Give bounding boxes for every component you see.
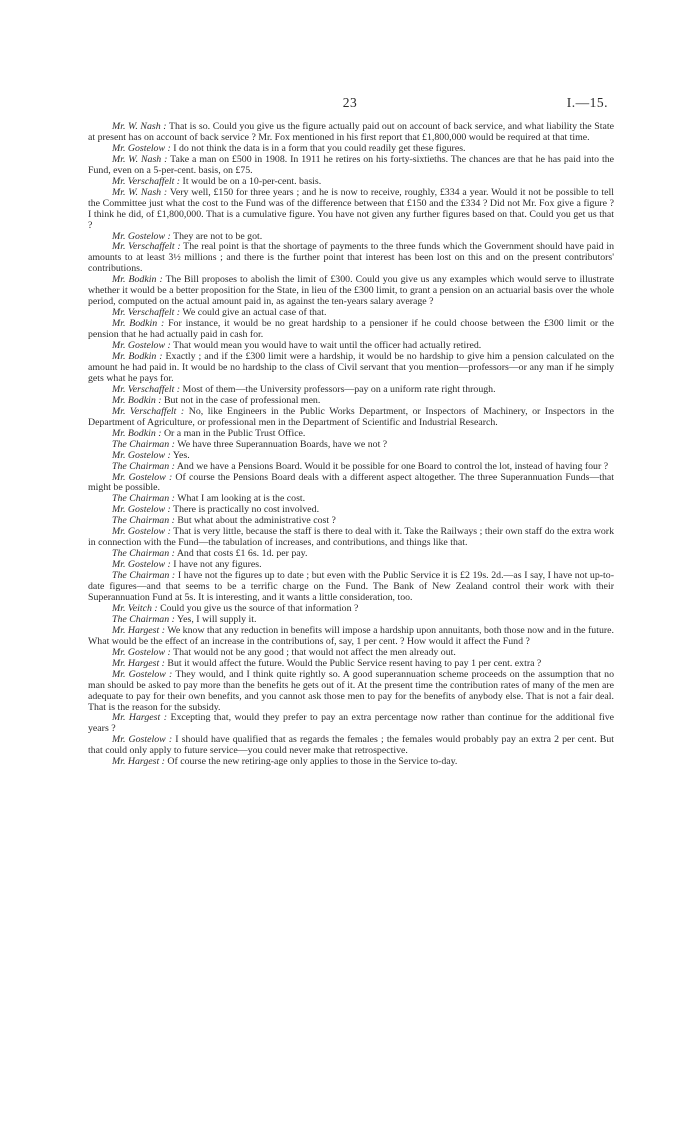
- testimony-paragraph: [88, 188, 614, 232]
- speaker-name: Mr. Gostelow :: [112, 471, 173, 483]
- testimony-paragraph: [88, 275, 614, 308]
- statement-text: What I am looking at is the cost.: [174, 493, 306, 505]
- document-reference: I.—15.: [566, 95, 608, 110]
- speaker-name: Mr. Hargest :: [112, 657, 165, 669]
- speaker-name: Mr. Gostelow :: [112, 449, 171, 461]
- speaker-name: Mr. Verschaffelt :: [112, 383, 181, 395]
- statement-text: No, like Engineers in the Public Works Department, or Inspectors of Machinery, or Inspectors in the Department of Agriculture, or professional men in the Department of Scientific and Industrial Research.: [88, 405, 615, 428]
- statement-text: It would be on a 10-per-cent. basis.: [180, 175, 322, 187]
- testimony-paragraph: [88, 122, 614, 144]
- testimony-paragraph: [88, 407, 614, 429]
- statement-text: That is very little, because the staff is there to deal with it. Take the Railways ; their own staff do the extra work in connection with the Fund—the tabulation of increases, and contributions, and things like that.: [88, 526, 614, 549]
- speaker-name: Mr. Verschaffelt :: [112, 307, 181, 319]
- statement-text: I have not the figures up to date ; but even with the Public Service it is £2 19s. 2d.—as I say, I have not up-to-date figures—and that seems to be a terrific charge on the Fund. The Bank of New Zealand control their work with their Superannuation Fund at 5s. It is interesting, and it wants a little consideration, too.: [88, 570, 614, 603]
- testimony-paragraph: [88, 735, 614, 757]
- testimony-paragraph: [88, 473, 614, 495]
- statement-text: Excepting that, would they prefer to pay an extra percentage now rather than continue for the additional five years ?: [88, 712, 615, 735]
- speaker-name: Mr. Bodkin :: [112, 274, 163, 286]
- testimony-paragraph: [88, 626, 614, 648]
- speaker-name: Mr. Verschaffelt :: [112, 405, 185, 417]
- statement-text: That would not be any good ; that would not affect the men already out.: [170, 646, 456, 658]
- testimony-paragraph: [88, 352, 614, 385]
- testimony-paragraph: [88, 757, 614, 768]
- speaker-name: Mr. W. Nash :: [112, 186, 168, 198]
- statement-text: The real point is that the shortage of payments to the three funds which the Government should have paid in amounts to at least 3½ millions ; and there is the further point that interest has been lost on this and on the present contributors' contributions.: [88, 241, 614, 275]
- statement-text: Yes, I will supply it.: [174, 613, 257, 625]
- speaker-name: Mr. Gostelow :: [112, 340, 171, 352]
- statement-text: For instance, it would be no great hardship to a pensioner if he could choose between the £300 limit or the pension that he had actually paid in cash for.: [88, 318, 614, 341]
- statement-text: But it would affect the future. Would the Public Service resent having to pay 1 per cent. extra ?: [164, 657, 542, 669]
- testimony-paragraph: [88, 319, 614, 341]
- statement-text: Yes.: [170, 449, 190, 461]
- speaker-name: The Chairman :: [112, 570, 176, 582]
- statement-text: I do not think the data is in a form that you could readily get these figures.: [170, 142, 466, 154]
- speaker-name: Mr. Gostelow :: [112, 504, 171, 516]
- speaker-name: The Chairman :: [112, 515, 175, 527]
- speaker-name: The Chairman :: [112, 438, 175, 450]
- statement-text: And we have a Pensions Board. Would it be possible for one Board to control the lot, instead of having four ?: [174, 460, 609, 472]
- speaker-name: Mr. Verschaffelt :: [112, 175, 181, 187]
- statement-text: That is so. Could you give us the figure actually paid out on account of back service, and what liability the State at present has on account of back service ? Mr. Fox mentioned in his first report that £1,800,000 would be required at that time.: [88, 121, 614, 143]
- statement-text: There is practically no cost involved.: [170, 504, 320, 516]
- speaker-name: Mr. Gostelow :: [112, 668, 173, 680]
- speaker-name: Mr. Verschaffelt :: [112, 241, 181, 253]
- statement-text: We could give an actual case of that.: [180, 307, 327, 319]
- statement-text: And that costs £1 6s. 1d. per pay.: [174, 548, 308, 560]
- statement-text: Exactly ; and if the £300 limit were a hardship, it would be no hardship to give him a pension calculated on the amount he had paid in. It would be no hardship to the class of Civil servant that you mention—professors—or any man if he simply gets what he pays for.: [88, 351, 614, 384]
- minutes-body: [88, 122, 614, 768]
- statement-text: They are not to be got.: [170, 230, 263, 242]
- speaker-name: Mr. Gostelow :: [112, 646, 171, 658]
- speaker-name: Mr. W. Nash :: [112, 153, 168, 165]
- speaker-name: Mr. W. Nash :: [112, 121, 167, 132]
- statement-text: Most of them—the University professors—pay on a uniform rate right through.: [180, 383, 496, 395]
- testimony-paragraph: [88, 155, 614, 177]
- speaker-name: Mr. Gostelow :: [112, 526, 171, 538]
- speaker-name: Mr. Gostelow :: [112, 559, 171, 571]
- speaker-name: The Chairman :: [112, 460, 175, 472]
- speaker-name: Mr. Veitch :: [112, 602, 158, 614]
- statement-text: They would, and I think quite rightly so. A good superannuation scheme proceeds on the assumption that no man should be asked to pay more than the benefits he gets out of it. At the present time the contribution rates of many of the men are adequate to pay for their own benefits, and you cannot ask those men to pay for the benefits of anybody else. That is not a fair deal. That is the reason for the subsidy.: [88, 668, 615, 713]
- speaker-name: Mr. Gostelow :: [112, 734, 173, 746]
- statement-text: But what about the administrative cost ?: [174, 515, 336, 527]
- statement-text: Of course the Pensions Board deals with a different aspect altogether. The three Superannuation Funds—that might be possible.: [88, 471, 614, 494]
- statement-text: Could you give us the source of that information ?: [157, 602, 359, 614]
- speaker-name: Mr. Hargest :: [112, 756, 165, 768]
- speaker-name: Mr. Hargest :: [112, 712, 167, 724]
- testimony-paragraph: [88, 670, 614, 714]
- speaker-name: Mr. Bodkin :: [112, 351, 163, 363]
- statement-text: Take a man on £500 in 1908. In 1911 he retires on his forty-sixtieths. The chances are that he has paid into the Fund, even on a 5-per-cent. basis, on £75.: [88, 153, 614, 176]
- statement-text: I have not any figures.: [170, 559, 262, 571]
- statement-text: I should have qualified that as regards the females ; the females would probably pay an extra 2 per cent. But that could only apply to future service—you could never make that retrospective.: [88, 734, 614, 757]
- speaker-name: Mr. Hargest :: [112, 624, 166, 636]
- speaker-name: The Chairman :: [112, 613, 175, 625]
- statement-text: We know that any reduction in benefits will impose a hardship upon annuitants, both those now and in the future. What would be the effect of an increase in the contributions of, say, 1 per cent. ? How would it affect the Fund ?: [88, 624, 614, 647]
- testimony-paragraph: [88, 713, 614, 735]
- statement-text: Or a man in the Public Trust Office.: [161, 427, 306, 439]
- statement-text: But not in the case of professional men.: [161, 394, 321, 406]
- statement-text: We have three Superannuation Boards, have we not ?: [174, 438, 388, 450]
- speaker-name: Mr. Bodkin :: [112, 394, 162, 406]
- testimony-paragraph: [88, 242, 614, 275]
- page-number: 23: [342, 95, 358, 110]
- speaker-name: Mr. Gostelow :: [112, 142, 171, 154]
- speaker-name: The Chairman :: [112, 548, 175, 560]
- statement-text: The Bill proposes to abolish the limit of £300. Could you give us any examples which would serve to illustrate whether it would be a better proposition for the State, in lieu of the £300 limit, to grant a pension on an actuarial basis over the whole period, computed on the actual amount paid in, as against the ten-years salary average ?: [88, 274, 614, 308]
- speaker-name: Mr. Gostelow :: [112, 230, 171, 242]
- speaker-name: The Chairman :: [112, 493, 175, 505]
- speaker-name: Mr. Bodkin :: [112, 427, 162, 439]
- testimony-paragraph: [88, 527, 614, 549]
- testimony-paragraph: [88, 571, 614, 604]
- statement-text: Of course the new retiring-age only applies to those in the Service to-day.: [164, 756, 458, 768]
- statement-text: Very well, £150 for three years ; and he is now to receive, roughly, £334 a year. Would it not be possible to tell the Committee just what the cost to the Fund was of the difference between that £150 and the £334 ? Did not Mr. Fox give a figure ? I think he did, of £1,800,000. That is a cumulative figure. You have not given any further figures based on that. Could you get us that ?: [88, 186, 614, 231]
- speaker-name: Mr. Bodkin :: [112, 318, 165, 330]
- statement-text: That would mean you would have to wait until the officer had actually retired.: [170, 340, 482, 352]
